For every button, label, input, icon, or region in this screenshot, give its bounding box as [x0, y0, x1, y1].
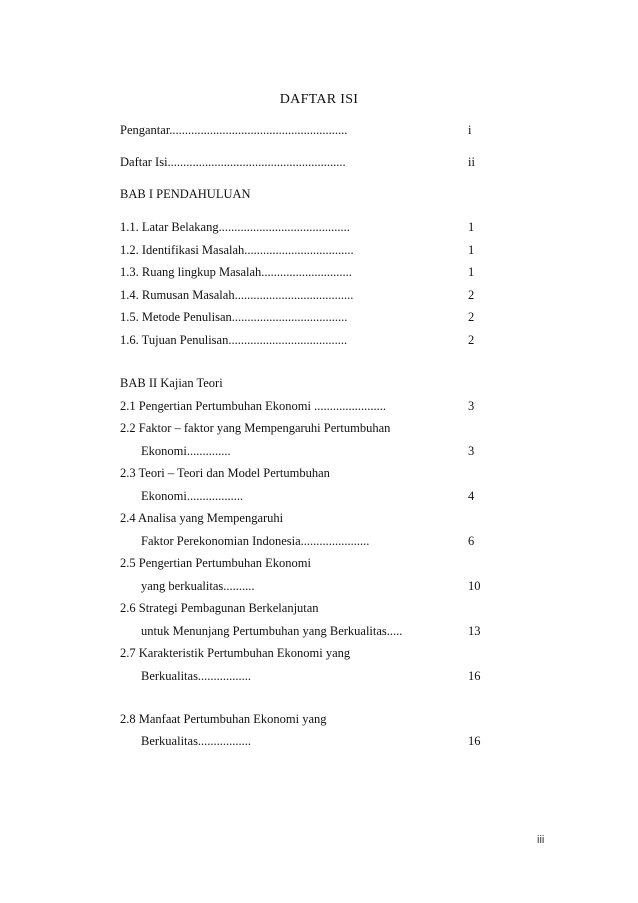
toc-entry-1-5: 1.5. Metode Penulisan..................................... [120, 310, 348, 324]
page-number: iii [537, 834, 545, 846]
toc-chapter-bab-1: BAB I PENDAHULUAN [120, 187, 251, 201]
toc-page-1-4: 2 [468, 288, 475, 302]
toc-entry-2-7-cont: Berkualitas................. [141, 669, 252, 683]
toc-page-2-3: 4 [468, 489, 475, 503]
toc-page-1-6: 2 [468, 333, 475, 347]
toc-entry-2-2: 2.2 Faktor – faktor yang Mempengaruhi Pertumbuhan [120, 421, 391, 435]
toc-page-daftar-isi: ii [468, 155, 475, 169]
toc-page-2-8: 16 [468, 734, 481, 748]
toc-page-2-4: 6 [468, 534, 475, 548]
toc-entry-2-4: 2.4 Analisa yang Mempengaruhi [120, 511, 284, 525]
toc-page-2-1: 3 [468, 399, 475, 413]
toc-chapter-bab-2: BAB II Kajian Teori [120, 376, 223, 390]
toc-entry-pengantar: Pengantar......................................................... [120, 123, 348, 137]
toc-entry-2-8-cont: Berkualitas................. [141, 734, 252, 748]
page-title: DAFTAR ISI [279, 92, 359, 107]
toc-page-2-5: 10 [468, 579, 481, 593]
toc-entry-daftar-isi: Daftar Isi......................................................... [120, 155, 346, 169]
toc-entry-2-5-cont: yang berkualitas.......... [141, 579, 255, 593]
toc-entry-2-2-cont: Ekonomi.............. [141, 444, 231, 458]
toc-page-2-6: 13 [468, 624, 481, 638]
toc-entry-2-3-cont: Ekonomi.................. [141, 489, 244, 503]
toc-page-pengantar: i [468, 123, 472, 137]
toc-entry-2-6-cont: untuk Menunjang Pertumbuhan yang Berkualitas..... [141, 624, 403, 638]
toc-page-2-7: 16 [468, 669, 481, 683]
toc-entry-2-5: 2.5 Pengertian Pertumbuhan Ekonomi [120, 556, 311, 570]
toc-page-2-2: 3 [468, 444, 475, 458]
toc-entry-2-6: 2.6 Strategi Pembagunan Berkelanjutan [120, 601, 319, 615]
toc-page-1-5: 2 [468, 310, 475, 324]
toc-page-1-2: 1 [468, 243, 475, 257]
toc-entry-2-4-cont: Faktor Perekonomian Indonesia...................... [141, 534, 370, 548]
toc-entry-2-1: 2.1 Pengertian Pertumbuhan Ekonomi ....................... [120, 399, 386, 413]
toc-page-1-1: 1 [468, 220, 475, 234]
toc-entry-2-7: 2.7 Karakteristik Pertumbuhan Ekonomi yang [120, 646, 351, 660]
toc-entry-1-3: 1.3. Ruang lingkup Masalah............................. [120, 265, 352, 279]
toc-entry-1-2: 1.2. Identifikasi Masalah................................... [120, 243, 354, 257]
toc-entry-1-1: 1.1. Latar Belakang.......................................... [120, 220, 350, 234]
toc-entry-2-3: 2.3 Teori – Teori dan Model Pertumbuhan [120, 466, 330, 480]
toc-page-1-3: 1 [468, 265, 475, 279]
toc-entry-1-6: 1.6. Tujuan Penulisan...................................... [120, 333, 348, 347]
toc-entry-2-8: 2.8 Manfaat Pertumbuhan Ekonomi yang [120, 712, 327, 726]
toc-entry-1-4: 1.4. Rumusan Masalah...................................... [120, 288, 354, 302]
